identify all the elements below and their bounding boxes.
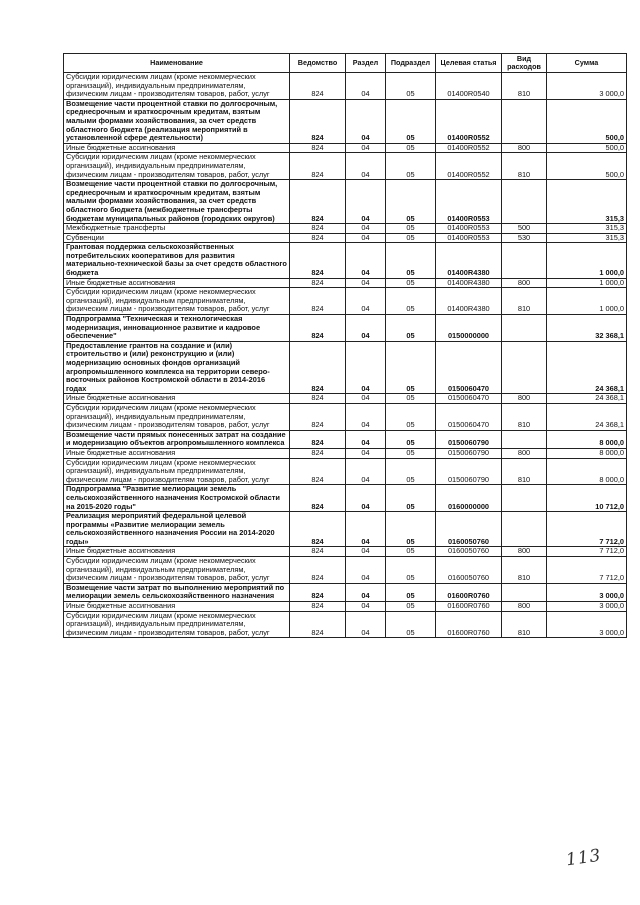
row-vedomstvo-cell: 824 [290, 512, 346, 547]
row-summa-cell: 315,3 [547, 180, 627, 224]
row-statya-cell: 0160050760 [436, 557, 502, 584]
row-vid-cell: 810 [502, 458, 547, 485]
row-vedomstvo-cell: 824 [290, 233, 346, 243]
row-name-cell: Возмещение части процентной ставки по долгосрочным, среднесрочным и краткосрочным кредитам, взятым малыми формами хозяйствования, за счет средств областного бюджета (реализация мероприятий в установленной сфере деятельности) [64, 99, 290, 143]
row-name-cell: Иные бюджетные ассигнования [64, 394, 290, 404]
row-podrazdel-cell: 05 [386, 288, 436, 315]
row-vedomstvo-cell: 824 [290, 224, 346, 234]
row-vid-cell: 810 [502, 611, 547, 638]
row-vid-cell [502, 341, 547, 394]
row-summa-cell: 500,0 [547, 143, 627, 153]
table-header-row [64, 54, 627, 73]
row-vedomstvo-cell: 824 [290, 278, 346, 288]
row-vedomstvo-cell: 824 [290, 143, 346, 153]
table-row [64, 611, 627, 638]
table-row [64, 448, 627, 458]
row-podrazdel-cell: 05 [386, 485, 436, 512]
table-row [64, 99, 627, 143]
row-podrazdel-cell: 05 [386, 143, 436, 153]
row-statya-cell: 01400R0553 [436, 233, 502, 243]
row-razdel-cell: 04 [346, 430, 386, 448]
row-podrazdel-cell: 05 [386, 602, 436, 612]
row-vid-cell [502, 583, 547, 601]
row-podrazdel-cell: 05 [386, 547, 436, 557]
row-name-cell: Предоставление грантов на создание и (или) строительство и (или) реконструкцию и (или) модернизацию основных фондов организаций агропромышленного комплекса на территории северо-восточных районов Костромской области в 2014-2016 годах [64, 341, 290, 394]
row-statya-cell: 0160000000 [436, 485, 502, 512]
row-podrazdel-cell: 05 [386, 224, 436, 234]
row-statya-cell: 01400R0552 [436, 143, 502, 153]
row-name-cell: Возмещение части затрат по выполнению мероприятий по мелиорации земель сельскохозяйственного назначения [64, 583, 290, 601]
row-summa-cell: 24 368,1 [547, 403, 627, 430]
row-razdel-cell: 04 [346, 243, 386, 278]
row-vedomstvo-cell: 824 [290, 73, 346, 100]
header-statya: Целевая статья [436, 54, 502, 73]
row-razdel-cell: 04 [346, 557, 386, 584]
row-statya-cell: 01600R0760 [436, 583, 502, 601]
row-podrazdel-cell: 05 [386, 394, 436, 404]
row-name-cell: Иные бюджетные ассигнования [64, 602, 290, 612]
row-razdel-cell: 04 [346, 143, 386, 153]
row-name-cell: Межбюджетные трансферты [64, 224, 290, 234]
row-razdel-cell: 04 [346, 403, 386, 430]
row-summa-cell: 3 000,0 [547, 73, 627, 100]
row-name-cell: Подпрограмма "Развитие мелиорации земель сельскохозяйственного назначения Костромской области на 2015-2020 годы" [64, 485, 290, 512]
row-name-cell: Возмещение части процентной ставки по долгосрочным, среднесрочным и краткосрочным кредитам, взятым малыми формами хозяйствования, за счет средств областного бюджета (межбюджетные трансферты бюджетам муниципальных районов (городских округов) [64, 180, 290, 224]
row-statya-cell: 0150060470 [436, 394, 502, 404]
row-vid-cell [502, 99, 547, 143]
table-row [64, 180, 627, 224]
header-name: Наименование [64, 54, 290, 73]
row-razdel-cell: 04 [346, 394, 386, 404]
row-vedomstvo-cell: 824 [290, 315, 346, 342]
budget-table-container [63, 53, 626, 638]
row-statya-cell: 0150060790 [436, 430, 502, 448]
row-vid-cell: 810 [502, 153, 547, 180]
table-row [64, 403, 627, 430]
row-vid-cell [502, 243, 547, 278]
row-summa-cell: 10 712,0 [547, 485, 627, 512]
row-vedomstvo-cell: 824 [290, 611, 346, 638]
row-podrazdel-cell: 05 [386, 583, 436, 601]
page-number: 113 [564, 845, 603, 871]
row-name-cell: Субсидии юридическим лицам (кроме некоммерческих организаций), индивидуальным предпринимателям, физическим лицам - производителям товаров, работ, услуг [64, 288, 290, 315]
header-vid: Вид расходов [502, 54, 547, 73]
row-vedomstvo-cell: 824 [290, 180, 346, 224]
row-vid-cell [502, 430, 547, 448]
row-summa-cell: 315,3 [547, 233, 627, 243]
row-razdel-cell: 04 [346, 485, 386, 512]
row-name-cell: Иные бюджетные ассигнования [64, 278, 290, 288]
row-podrazdel-cell: 05 [386, 611, 436, 638]
row-podrazdel-cell: 05 [386, 278, 436, 288]
row-name-cell: Субсидии юридическим лицам (кроме некоммерческих организаций), индивидуальным предпринимателям, физическим лицам - производителям товаров, работ, услуг [64, 458, 290, 485]
row-summa-cell: 7 712,0 [547, 512, 627, 547]
row-razdel-cell: 04 [346, 180, 386, 224]
row-razdel-cell: 04 [346, 341, 386, 394]
row-vedomstvo-cell: 824 [290, 243, 346, 278]
row-podrazdel-cell: 05 [386, 243, 436, 278]
row-vid-cell: 800 [502, 278, 547, 288]
row-summa-cell: 8 000,0 [547, 430, 627, 448]
table-row [64, 341, 627, 394]
table-row [64, 430, 627, 448]
row-summa-cell: 3 000,0 [547, 611, 627, 638]
row-summa-cell: 500,0 [547, 99, 627, 143]
table-row [64, 583, 627, 601]
row-name-cell: Иные бюджетные ассигнования [64, 547, 290, 557]
row-statya-cell: 0150060470 [436, 403, 502, 430]
table-row [64, 315, 627, 342]
row-vedomstvo-cell: 824 [290, 583, 346, 601]
row-vid-cell: 530 [502, 233, 547, 243]
row-razdel-cell: 04 [346, 153, 386, 180]
row-name-cell: Грантовая поддержка сельскохозяйственных потребительских кооперативов для развития материально-технической базы за счет средств областного бюджета [64, 243, 290, 278]
row-summa-cell: 1 000,0 [547, 278, 627, 288]
row-vid-cell: 800 [502, 143, 547, 153]
row-podrazdel-cell: 05 [386, 315, 436, 342]
row-vid-cell [502, 315, 547, 342]
row-razdel-cell: 04 [346, 99, 386, 143]
row-summa-cell: 3 000,0 [547, 602, 627, 612]
row-name-cell: Субсидии юридическим лицам (кроме некоммерческих организаций), индивидуальным предпринимателям, физическим лицам - производителям товаров, работ, услуг [64, 403, 290, 430]
header-vedomstvo: Ведомство [290, 54, 346, 73]
row-podrazdel-cell: 05 [386, 448, 436, 458]
row-podrazdel-cell: 05 [386, 430, 436, 448]
row-name-cell: Субвенции [64, 233, 290, 243]
row-name-cell: Возмещение части прямых понесенных затрат на создание и модернизацию объектов агропромышленного комплекса [64, 430, 290, 448]
row-vid-cell: 800 [502, 602, 547, 612]
row-vedomstvo-cell: 824 [290, 485, 346, 512]
row-statya-cell: 01400R4380 [436, 278, 502, 288]
row-vid-cell: 800 [502, 448, 547, 458]
row-summa-cell: 500,0 [547, 153, 627, 180]
table-row [64, 485, 627, 512]
row-podrazdel-cell: 05 [386, 458, 436, 485]
header-razdel: Раздел [346, 54, 386, 73]
row-summa-cell: 3 000,0 [547, 583, 627, 601]
row-vid-cell: 800 [502, 394, 547, 404]
row-name-cell: Субсидии юридическим лицам (кроме некоммерческих организаций), индивидуальным предпринимателям, физическим лицам - производителям товаров, работ, услуг [64, 611, 290, 638]
row-razdel-cell: 04 [346, 73, 386, 100]
row-name-cell: Реализация мероприятий федеральной целевой программы «Развитие мелиорации земель сельскохозяйственного назначения России на 2014-2020 годы» [64, 512, 290, 547]
row-statya-cell: 0150060790 [436, 448, 502, 458]
row-razdel-cell: 04 [346, 224, 386, 234]
row-podrazdel-cell: 05 [386, 341, 436, 394]
row-vedomstvo-cell: 824 [290, 448, 346, 458]
row-vid-cell [502, 512, 547, 547]
table-row [64, 243, 627, 278]
table-row [64, 153, 627, 180]
row-statya-cell: 0150060790 [436, 458, 502, 485]
table-row [64, 512, 627, 547]
header-podrazdel: Подраздел [386, 54, 436, 73]
row-statya-cell: 01400R0540 [436, 73, 502, 100]
row-razdel-cell: 04 [346, 315, 386, 342]
row-vedomstvo-cell: 824 [290, 602, 346, 612]
row-summa-cell: 7 712,0 [547, 557, 627, 584]
row-razdel-cell: 04 [346, 611, 386, 638]
row-razdel-cell: 04 [346, 233, 386, 243]
row-vid-cell: 810 [502, 403, 547, 430]
row-name-cell: Субсидии юридическим лицам (кроме некоммерческих организаций), индивидуальным предпринимателям, физическим лицам - производителям товаров, работ, услуг [64, 73, 290, 100]
table-row [64, 557, 627, 584]
row-razdel-cell: 04 [346, 512, 386, 547]
row-vid-cell [502, 180, 547, 224]
row-razdel-cell: 04 [346, 288, 386, 315]
row-statya-cell: 01400R4380 [436, 288, 502, 315]
row-vedomstvo-cell: 824 [290, 341, 346, 394]
row-vid-cell: 810 [502, 288, 547, 315]
table-row [64, 458, 627, 485]
row-summa-cell: 315,3 [547, 224, 627, 234]
row-name-cell: Иные бюджетные ассигнования [64, 143, 290, 153]
row-summa-cell: 1 000,0 [547, 243, 627, 278]
table-row [64, 288, 627, 315]
row-name-cell: Субсидии юридическим лицам (кроме некоммерческих организаций), индивидуальным предпринимателям, физическим лицам - производителям товаров, работ, услуг [64, 153, 290, 180]
row-razdel-cell: 04 [346, 583, 386, 601]
row-statya-cell: 01400R0552 [436, 99, 502, 143]
header-summa: Сумма [547, 54, 627, 73]
row-razdel-cell: 04 [346, 448, 386, 458]
table-row [64, 224, 627, 234]
row-vid-cell [502, 485, 547, 512]
row-vedomstvo-cell: 824 [290, 403, 346, 430]
row-vedomstvo-cell: 824 [290, 288, 346, 315]
row-razdel-cell: 04 [346, 278, 386, 288]
row-statya-cell: 01600R0760 [436, 611, 502, 638]
row-podrazdel-cell: 05 [386, 512, 436, 547]
row-vedomstvo-cell: 824 [290, 547, 346, 557]
row-podrazdel-cell: 05 [386, 403, 436, 430]
row-statya-cell: 0160050760 [436, 512, 502, 547]
row-name-cell: Подпрограмма "Техническая и технологическая модернизация, инновационное развитие и кадровое обеспечение" [64, 315, 290, 342]
row-summa-cell: 24 368,1 [547, 341, 627, 394]
row-podrazdel-cell: 05 [386, 180, 436, 224]
row-podrazdel-cell: 05 [386, 233, 436, 243]
budget-table [63, 53, 627, 638]
row-name-cell: Субсидии юридическим лицам (кроме некоммерческих организаций), индивидуальным предпринимателям, физическим лицам - производителям товаров, работ, услуг [64, 557, 290, 584]
row-summa-cell: 8 000,0 [547, 448, 627, 458]
row-statya-cell: 0160050760 [436, 547, 502, 557]
row-statya-cell: 01400R4380 [436, 243, 502, 278]
row-vedomstvo-cell: 824 [290, 458, 346, 485]
row-podrazdel-cell: 05 [386, 557, 436, 584]
row-summa-cell: 8 000,0 [547, 458, 627, 485]
row-statya-cell: 01400R0553 [436, 180, 502, 224]
row-vid-cell: 810 [502, 73, 547, 100]
row-summa-cell: 32 368,1 [547, 315, 627, 342]
row-podrazdel-cell: 05 [386, 99, 436, 143]
row-statya-cell: 01600R0760 [436, 602, 502, 612]
row-statya-cell: 0150060470 [436, 341, 502, 394]
row-razdel-cell: 04 [346, 458, 386, 485]
row-vid-cell: 800 [502, 547, 547, 557]
row-statya-cell: 01400R0552 [436, 153, 502, 180]
row-vedomstvo-cell: 824 [290, 394, 346, 404]
row-summa-cell: 1 000,0 [547, 288, 627, 315]
row-vid-cell: 810 [502, 557, 547, 584]
row-podrazdel-cell: 05 [386, 153, 436, 180]
row-statya-cell: 01400R0553 [436, 224, 502, 234]
table-body [64, 73, 627, 638]
row-summa-cell: 7 712,0 [547, 547, 627, 557]
table-row [64, 602, 627, 612]
row-podrazdel-cell: 05 [386, 73, 436, 100]
row-vid-cell: 500 [502, 224, 547, 234]
row-razdel-cell: 04 [346, 602, 386, 612]
row-vedomstvo-cell: 824 [290, 99, 346, 143]
row-vedomstvo-cell: 824 [290, 557, 346, 584]
row-summa-cell: 24 368,1 [547, 394, 627, 404]
table-row [64, 73, 627, 100]
row-razdel-cell: 04 [346, 547, 386, 557]
row-name-cell: Иные бюджетные ассигнования [64, 448, 290, 458]
row-vedomstvo-cell: 824 [290, 153, 346, 180]
row-vedomstvo-cell: 824 [290, 430, 346, 448]
row-statya-cell: 0150000000 [436, 315, 502, 342]
